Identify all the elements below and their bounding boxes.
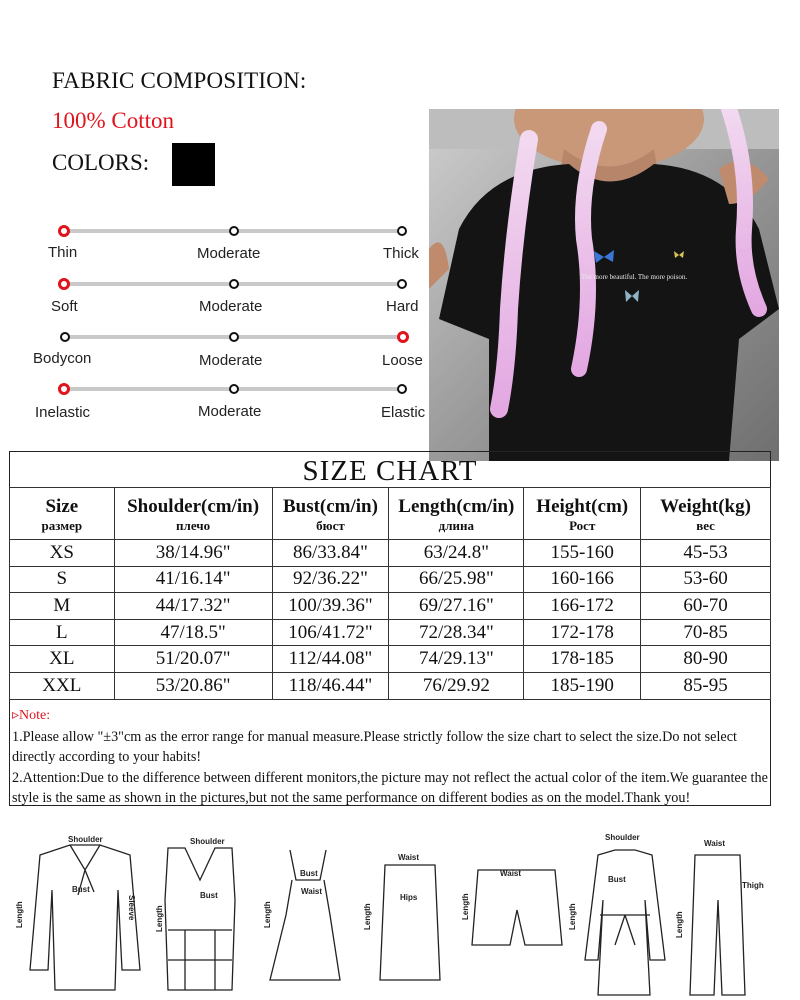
scale-dot [397, 279, 407, 289]
scale-label-mid: Moderate [199, 352, 263, 369]
cell-size: S [10, 566, 115, 593]
cell-height: 155-160 [524, 540, 641, 567]
size-chart-title: SIZE CHART [302, 455, 478, 487]
cell-shoulder: 38/14.96" [114, 540, 272, 567]
fabric-composition-title: FABRIC COMPOSITION: [52, 68, 307, 93]
diagram-label-bust: Bust [72, 885, 90, 894]
note-heading: ▹Note: [12, 708, 51, 723]
tank-top-outline [165, 848, 235, 990]
diagram-label-bust-4: Bust [608, 875, 626, 884]
shirt-print-text: The more beautiful. The more poison. [580, 273, 688, 281]
cell-length: 74/29.13" [389, 646, 524, 673]
diagram-label-shoulder: Shoulder [68, 835, 103, 844]
cell-length: 76/29.92 [389, 672, 524, 699]
note-line-2: 2.Attention:Due to the difference between different monitors,the picture may not reflect the actual color of the item.We guarantee the style is the same as shown in the pictures,but not the same performance on different bodies as on the model.Thank you! [12, 769, 768, 806]
diagram-label-waist-4: Waist [704, 839, 726, 848]
cell-size: XXL [10, 672, 115, 699]
cell-height: 178-185 [524, 646, 641, 673]
cell-bust: 92/36.22" [272, 566, 389, 593]
diagram-label-waist-2: Waist [398, 853, 420, 862]
cell-size: XL [10, 646, 115, 673]
scale-label-mid: Moderate [197, 245, 261, 262]
blouse-outline [30, 845, 140, 990]
size-chart-header-row [10, 488, 771, 540]
cell-weight: 70-85 [641, 619, 771, 646]
diagram-label-length: Length [15, 901, 24, 928]
fabric-composition-value: 100% Cotton [52, 108, 175, 133]
cell-bust: 118/46.44" [272, 672, 389, 699]
scale-label-left: Soft [51, 298, 78, 315]
cell-height: 172-178 [524, 619, 641, 646]
cell-shoulder: 44/17.32" [114, 593, 272, 620]
scale-label-right: Elastic [381, 404, 426, 421]
header-height: Height(cm) Рост [524, 488, 641, 540]
cell-bust: 106/41.72" [272, 619, 389, 646]
trousers-outline [690, 855, 745, 995]
diagram-label-length-5: Length [461, 893, 470, 920]
diagram-label-bust-2: Bust [200, 891, 218, 900]
shorts-outline [472, 870, 562, 945]
scale-dot [229, 384, 239, 394]
diagram-label-sleeve: Sleeve [127, 895, 136, 921]
table-row [10, 540, 771, 567]
scale-label-mid: Moderate [199, 298, 263, 315]
header-shoulder: Shoulder(cm/in) плечо [114, 488, 272, 540]
cell-size: XS [10, 540, 115, 567]
tank-top-detail [168, 930, 232, 990]
size-note [12, 706, 772, 809]
header-weight: Weight(kg) вес [641, 488, 771, 540]
diagram-label-waist-3: Waist [500, 869, 522, 878]
cell-height: 160-166 [524, 566, 641, 593]
diagram-label-length-4: Length [363, 903, 372, 930]
skirt-outline [380, 865, 440, 980]
cell-weight: 60-70 [641, 593, 771, 620]
scale-label-left: Bodycon [33, 350, 92, 367]
diagram-label-length-6: Length [568, 903, 577, 930]
cell-shoulder: 47/18.5" [114, 619, 272, 646]
colors-label: COLORS: [52, 150, 150, 175]
cell-length: 72/28.34" [389, 619, 524, 646]
cell-shoulder: 41/16.14" [114, 566, 272, 593]
scale-label-right: Thick [383, 245, 419, 262]
scale-dot [397, 226, 407, 236]
scale-dot [229, 226, 239, 236]
cell-bust: 100/39.36" [272, 593, 389, 620]
scale-dot [229, 332, 239, 342]
diagram-label-thigh: Thigh [742, 881, 764, 890]
color-swatch-black [172, 143, 215, 186]
table-row [10, 646, 771, 673]
diagram-label-shoulder-3: Shoulder [605, 833, 640, 842]
scale-label-right: Loose [382, 352, 423, 369]
coat-belt [600, 915, 650, 945]
diagram-label-length-2: Length [155, 905, 164, 932]
scale-label-right: Hard [386, 298, 419, 315]
cell-length: 63/24.8" [389, 540, 524, 567]
scale-label-left: Inelastic [35, 404, 91, 421]
cell-size: M [10, 593, 115, 620]
scale-thickness [64, 229, 404, 233]
table-row [10, 619, 771, 646]
scale-label-mid: Moderate [198, 403, 262, 420]
scale-label-left: Thin [48, 244, 78, 261]
scale-dot-selected [58, 278, 70, 290]
diagram-label-length-7: Length [675, 911, 684, 938]
model-photo-illustration [429, 109, 779, 461]
cell-weight: 53-60 [641, 566, 771, 593]
table-row [10, 566, 771, 593]
diagram-label-waist: Waist [301, 887, 323, 896]
cell-weight: 45-53 [641, 540, 771, 567]
model-photo [429, 109, 779, 461]
diagram-label-length-3: Length [263, 901, 272, 928]
measurement-diagrams-svg [0, 820, 800, 1000]
scale-dot-selected [397, 331, 409, 343]
cell-height: 166-172 [524, 593, 641, 620]
cell-weight: 85-95 [641, 672, 771, 699]
table-row [10, 672, 771, 699]
size-chart-table [9, 487, 771, 700]
cell-bust: 86/33.84" [272, 540, 389, 567]
scale-softness [64, 282, 404, 286]
cell-shoulder: 51/20.07" [114, 646, 272, 673]
scale-dot-selected [58, 225, 70, 237]
cell-size: L [10, 619, 115, 646]
scale-fit [64, 335, 404, 339]
diagram-label-bust-3: Bust [300, 869, 318, 878]
cell-weight: 80-90 [641, 646, 771, 673]
cell-bust: 112/44.08" [272, 646, 389, 673]
note-line-1: 1.Please allow "±3"cm as the error range for manual measure.Please strictly follow the size chart to select the size.Do not select directly according to your habits! [12, 728, 737, 765]
header-bust: Bust(cm/in) бюст [272, 488, 389, 540]
diagram-label-hips: Hips [400, 893, 418, 902]
scale-dot [229, 279, 239, 289]
scale-dot [397, 384, 407, 394]
header-length: Length(cm/in) длина [389, 488, 524, 540]
coat-outline [585, 850, 665, 995]
diagram-label-shoulder-2: Shoulder [190, 837, 225, 846]
cell-length: 66/25.98" [389, 566, 524, 593]
scale-dot [60, 332, 70, 342]
scale-elasticity [64, 387, 404, 391]
cell-shoulder: 53/20.86" [114, 672, 272, 699]
table-row [10, 593, 771, 620]
header-size: Size размер [10, 488, 115, 540]
measurement-diagrams [0, 820, 800, 1000]
cell-length: 69/27.16" [389, 593, 524, 620]
cell-height: 185-190 [524, 672, 641, 699]
scale-dot-selected [58, 383, 70, 395]
